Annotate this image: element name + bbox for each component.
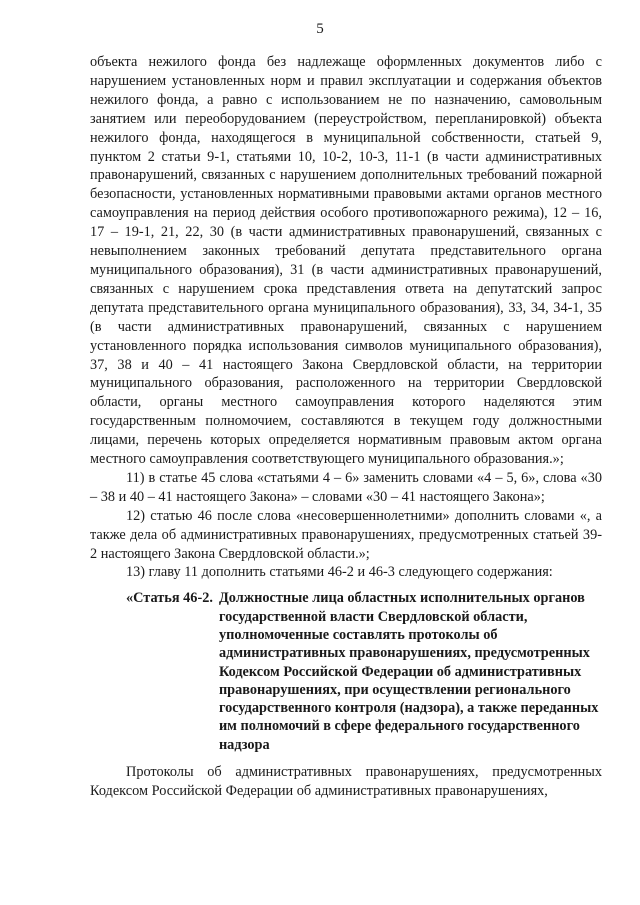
article-number: «Статья 46-2. bbox=[126, 590, 213, 607]
paragraph-protocols: Протоколы об административных правонарушениях, предусмотренных Кодексом Российской Федерации об административных правонарушениях, bbox=[90, 764, 602, 799]
article-heading bbox=[126, 589, 602, 754]
page-number: 5 bbox=[316, 21, 324, 37]
paragraph-item-12: 12) статью 46 после слова «несовершеннолетними» дополнить словами «, а также дела об административных правонарушениях, предусмотренных статьей 39-2 настоящего Закона Свердловской области.»; bbox=[90, 507, 602, 562]
paragraph-item-13: 13) главу 11 дополнить статьями 46-2 и 46-3 следующего содержания: bbox=[126, 564, 553, 581]
document-body bbox=[90, 53, 602, 801]
article-title: Должностные лица областных исполнительных органов государственной власти Свердловской области, уполномоченные составлять протоколы об административных правонарушениях, предусмотренных Кодексом Российской Федерации об административных правонарушениях, при осуществлении регионального государственного контроля (надзора), а также переданных им полномочий в сфере федерального государственного надзора bbox=[218, 590, 599, 753]
paragraph-item-11: 11) в статье 45 слова «статьями 4 – 6» заменить словами «4 – 5, 6», слова «30 – 38 и 40 – 41 настоящего Закона» – словами «30 – 41 настоящего Закона»; bbox=[90, 469, 602, 505]
paragraph-continuation: объекта нежилого фонда без надлежаще оформленных документов либо с нарушением установленных норм и правил эксплуатации и содержания объектов нежилого фонда, а равно с использованием не по назначению, самовольным занятием или переоборудованием (переустройством, перепланировкой) объекта нежилого фонда, находящегося в муниципальной собственности, статьей 9, пунктом 2 статьи 9-1, статьями 10, 10-2, 10-3, 11-1 (в части административных правонарушений, связанных с нарушением дополнительных требований пожарной безопасности, установленных нормативными правовыми актами органов местного самоуправления на период действия особого противопожарного режима), 12 – 16, 17 – 19-1, 21, 22, 30 (в части административных правонарушений, связанных с невыполнением законных требований депутата представительного органа муниципального образования), 31 (в части административных правонарушений, связанных с нарушением срока представления ответа на депутатский запрос депутата представительного органа муниципального образования), 33, 34, 34-1, 35 (в части административных правонарушений, связанных с нарушением установленного порядка использования символов муниципального образования), 37, 38 и 40 – 41 настоящего Закона Свердловской области, на территории муниципального образования, расположенного на территории Свердловской области, органы местного самоуправления которого наделяются этим государственным полномочием, составляются в текущем году должностными лицами, перечень которых определяется нормативным правовым актом органа местного самоуправления соответствующего муниципального образования.»; bbox=[90, 54, 602, 468]
